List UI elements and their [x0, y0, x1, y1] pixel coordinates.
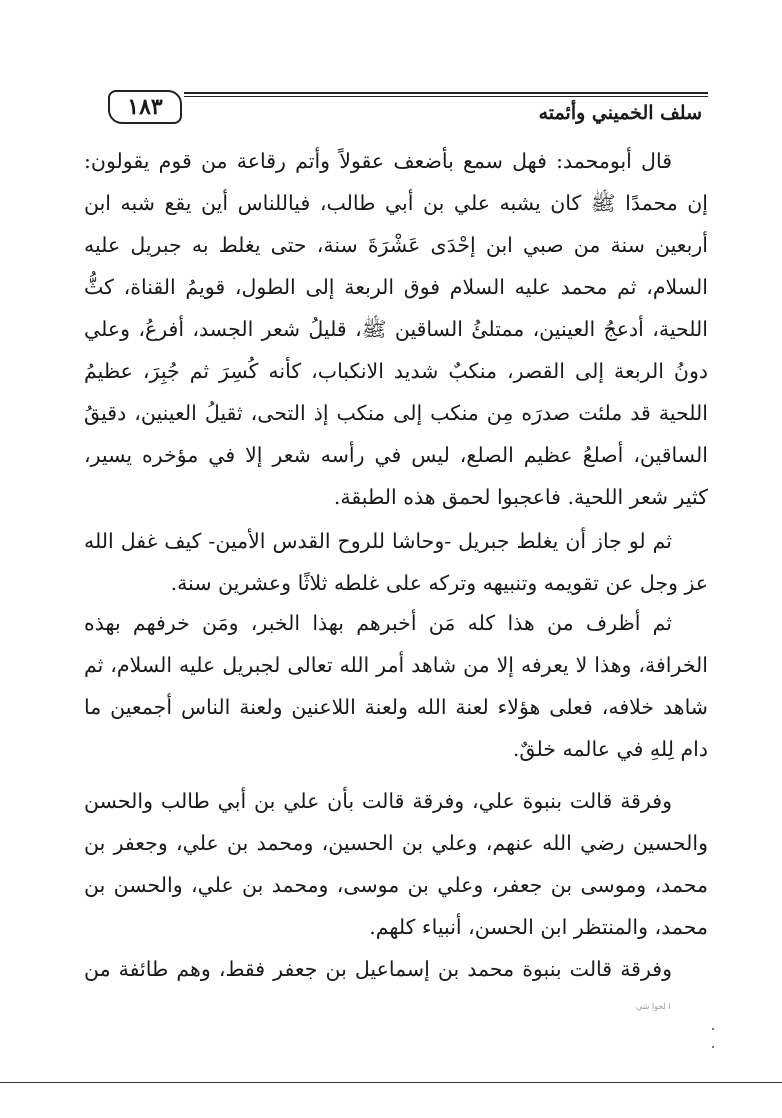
- paragraph-text: قال أبومحمد: فهل سمع بأضعف عقولاً وأتم رقاعة من قوم يقولون: إن محمدًا ﷺ كان يشبه علي بن أبي طالب، فياللناس أين يقع شبه ابن أربعين سنة من صبي ابن إحْدَى عَشْرَةَ سنة، حتى يغلط به جبريل عليه السلام، ثم محمد عليه السلام فوق الربعة إلى الطول، قويمُ القناة، كثُّ اللحية، أدعجُ العينين، ممتلئُ الساقين ﷺ، قليلُ شعر الجسد، أفرعُ، وعلي دونُ الربعة إلى القصر، منكبٌ شديد الانكباب، كأنه كُسِرَ ثم جُبِرَ، عظيمُ اللحية قد ملئت صدرَه مِن منكب إلى منكب إذ التحى، ثقيلُ العينين، دقيقُ الساقين، أصلعُ عظيم الصلع، ليس في رأسه شعر إلا في مؤخره يسير، كثير شعر اللحية. فاعجبوا لحمق هذه الطبقة.: [84, 149, 708, 509]
- page-header: [100, 92, 708, 130]
- paragraph-4: [84, 780, 708, 948]
- running-title: سلف الخميني وأئمته: [538, 102, 702, 124]
- paragraph-3: [84, 602, 708, 770]
- paragraph-2: [84, 520, 708, 604]
- edge-speck: [712, 1028, 714, 1030]
- paragraph-5: [84, 948, 708, 990]
- paragraph-text: ثم لو جاز أن يغلط جبريل -وحاشا للروح القدس الأمين- كيف غفل الله عز وجل عن تقويمه وتنبيهه وتركه على غلطه ثلاثًا وعشرين سنة.: [84, 529, 708, 595]
- paragraph-text: وفرقة قالت بنبوة محمد بن إسماعيل بن جعفر فقط، وهم طائفة من: [84, 957, 672, 981]
- paragraph-text: ثم أظرف من هذا كله مَن أخبرهم بهذا الخبر، ومَن خرفهم بهذه الخرافة، وهذا لا يعرفه إلا من شاهد أمر الله تعالى لجبريل عليه السلام، ثم شاهد خلافه، فعلى هؤلاء لعنة الله ولعنة اللاعنين ولعنة الناس أجمعين ما دام لِلهِ في عالمه خلقٌ.: [84, 611, 708, 761]
- scan-mark: ﺍ ﻟﺤﻮﺍ ﺷﻲ: [636, 1002, 671, 1011]
- header-rule-thin: [184, 96, 708, 97]
- paragraph-text: وفرقة قالت بنبوة علي، وفرقة قالت بأن علي بن أبي طالب والحسن والحسين رضي الله عنهم، وعلي بن الحسين، ومحمد بن علي، وجعفر بن محمد، وموسى بن جعفر، وعلي بن موسى، ومحمد بن علي، والحسن بن محمد، والمنتظر ابن الحسن، أنبياء كلهم.: [84, 789, 708, 939]
- paragraph-1: [84, 140, 708, 518]
- page-number: ١٨٣: [108, 90, 182, 124]
- edge-speck: [712, 1046, 714, 1048]
- header-rule: [184, 92, 708, 94]
- page-bottom-rule: [0, 1082, 782, 1083]
